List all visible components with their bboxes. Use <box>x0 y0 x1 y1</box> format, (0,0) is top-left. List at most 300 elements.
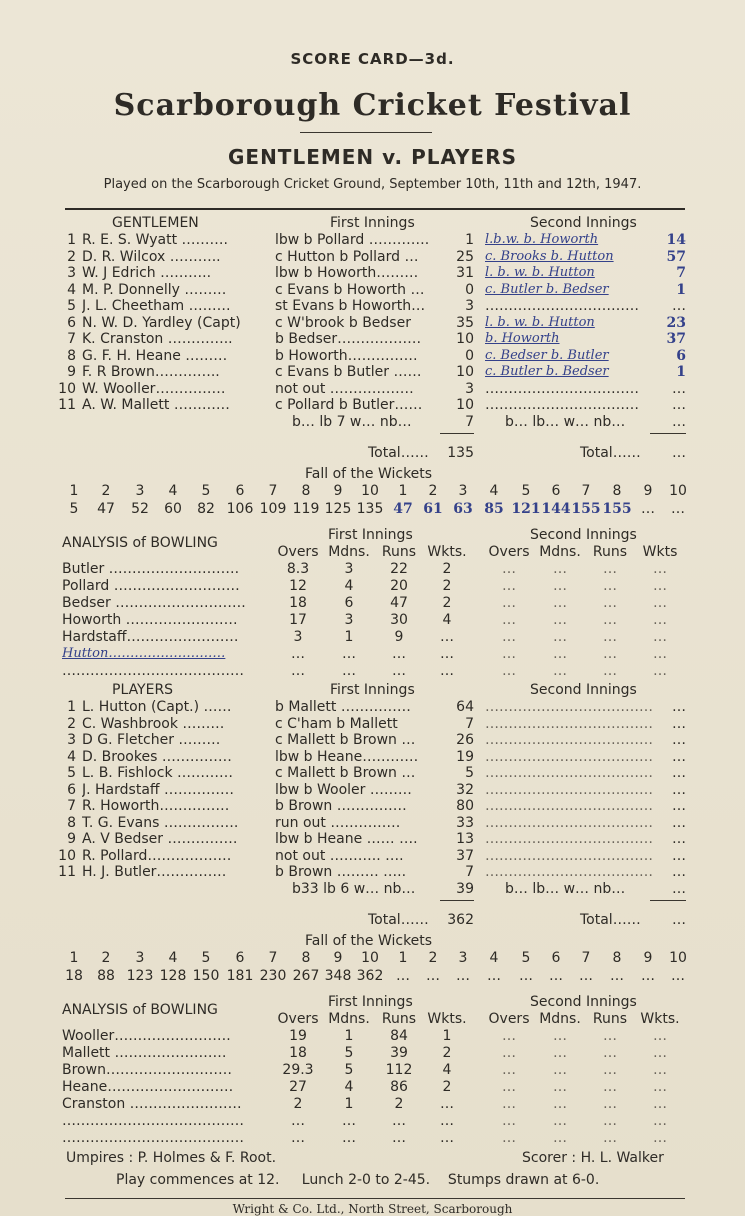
batsman-name: R. E. S. Wyatt ………. <box>82 232 229 248</box>
wicket-number: 3 <box>135 482 145 499</box>
batting-position: 10 <box>58 380 76 397</box>
bowling-figure: 30 <box>390 612 408 628</box>
footer-rule <box>65 1198 685 1199</box>
wicket-number: 6 <box>551 949 561 966</box>
bowler-name: Heane……………………… <box>62 1079 234 1095</box>
bowling-figure-second: … <box>553 1045 567 1061</box>
fall-score-first: 52 <box>131 500 149 517</box>
wicket-number: 5 <box>521 949 531 966</box>
extras-first-value: 39 <box>456 880 474 897</box>
wicket-number: 9 <box>333 482 343 499</box>
runs-second: … <box>672 814 686 831</box>
bowling-figure: 29.3 <box>282 1062 314 1078</box>
dismissal-second: l. b. w. b. Hutton <box>485 314 595 330</box>
runs-first: 25 <box>456 248 474 265</box>
fall-score-first: 109 <box>259 500 287 517</box>
runs-first: 3 <box>465 298 474 314</box>
runs-first: 31 <box>456 265 474 281</box>
bowler-name: Brown……………………… <box>62 1062 232 1078</box>
bowling-figure-second: … <box>502 595 516 611</box>
runs-first: 5 <box>465 765 474 781</box>
bowling-figure: … <box>392 1113 406 1129</box>
batting-position: 8 <box>67 347 76 364</box>
team-heading: PLAYERS <box>112 682 174 698</box>
total-rule <box>440 433 474 434</box>
dismissal-first: lbw b Howorth……… <box>275 265 419 281</box>
dismissal-second: ……………………………… <box>485 831 653 847</box>
bowling-figure: 9 <box>394 629 404 645</box>
bowling-figure: … <box>440 1130 454 1146</box>
printer-line: Wright & Co. Ltd., North Street, Scarborough <box>232 1202 513 1216</box>
runs-first: 37 <box>456 847 474 864</box>
batting-position: 4 <box>67 748 76 765</box>
fall-score-second: 63 <box>453 500 473 517</box>
bowler-name: Hardstaff…………………… <box>62 629 239 645</box>
bowler-name: Wooller……………………. <box>62 1028 231 1044</box>
batsman-name: F. R Brown………….. <box>82 364 220 380</box>
total-first-label: Total…… <box>368 911 429 928</box>
runs-first: 13 <box>456 831 474 847</box>
wicket-number: 1 <box>398 949 408 966</box>
dismissal-second: ……………………………… <box>485 765 653 781</box>
bowling-figure: 47 <box>390 595 408 611</box>
extras-second-value: … <box>672 880 686 897</box>
runs-second: … <box>672 732 686 748</box>
total-rule <box>650 900 686 901</box>
runs-first: 10 <box>456 331 474 347</box>
runs-first: 7 <box>465 864 474 880</box>
bowling-figure-second: … <box>603 578 617 594</box>
bowling-figure: 6 <box>344 595 354 611</box>
dismissal-second: ……………………………… <box>485 847 653 864</box>
bowling-figure: 2 <box>293 1096 303 1112</box>
dismissal-first: c Evans b Butler …… <box>275 364 422 380</box>
bowling-figure-second: … <box>502 629 516 645</box>
bowling-figure: … <box>342 663 356 679</box>
runs-second: … <box>672 847 686 864</box>
bowler-name: Bedser ………………………. <box>62 595 246 611</box>
runs-second: 57 <box>666 248 686 265</box>
bowling-figure-second: … <box>653 595 667 611</box>
fall-score-first: 47 <box>97 500 115 517</box>
dismissal-first: c Pollard b Butler…… <box>275 397 423 413</box>
wicket-number: 3 <box>458 949 468 966</box>
bowling-figure: 1 <box>344 629 354 645</box>
bowling-figure-second: … <box>653 1062 667 1078</box>
runs-first: 0 <box>465 347 474 364</box>
batting-position: 2 <box>67 715 76 732</box>
bowling-figure: 4 <box>344 1079 354 1095</box>
total-second: … <box>672 444 686 461</box>
bowling-figure: 1 <box>344 1028 354 1044</box>
wicket-number: 1 <box>69 949 79 966</box>
wicket-number: 10 <box>361 482 379 499</box>
dismissal-first: b Brown …………… <box>275 798 407 814</box>
bowling-figure-second: … <box>502 646 516 662</box>
bowling-figure: … <box>392 663 406 679</box>
bowling-figure-second: … <box>603 1130 617 1146</box>
bowling-figure: 2 <box>442 561 452 577</box>
fall-score-first: 106 <box>226 500 254 517</box>
times-line: Play commences at 12. Lunch 2-0 to 2-45. Stumps drawn at 6-0. <box>116 1172 600 1188</box>
bowling-figure: 1 <box>344 1096 354 1112</box>
dismissal-second: l.b.w. b. Howorth <box>485 232 599 247</box>
wicket-number: 6 <box>235 949 245 966</box>
bowling-figure-second: … <box>603 1045 617 1061</box>
batsman-name: W. Wooller…………… <box>82 380 226 397</box>
bowling-figure: 2 <box>442 1079 452 1095</box>
runs-second: … <box>672 748 686 765</box>
bowling-figure: 5 <box>344 1045 354 1061</box>
fall-score-first: 82 <box>197 500 215 517</box>
bowling-figure: 84 <box>390 1028 408 1044</box>
wicket-number: 4 <box>168 949 178 966</box>
bowler-name: Howorth …………………… <box>62 612 238 628</box>
wicket-number: 2 <box>428 949 438 966</box>
bowler-name: Cranston …………………… <box>62 1096 242 1112</box>
runs-second: … <box>672 397 686 413</box>
runs-second: … <box>672 699 686 715</box>
dismissal-first: c Evans b Howorth … <box>275 281 425 298</box>
first-innings-heading: First Innings <box>328 527 413 543</box>
dismissal-second: b. Howorth <box>485 331 560 346</box>
bowling-figure-second: … <box>502 1113 516 1129</box>
batting-position: 10 <box>58 847 76 864</box>
wicket-number: 7 <box>268 482 278 499</box>
extras-second-value: … <box>672 413 686 430</box>
wicket-number: 3 <box>458 482 468 499</box>
runs-second: … <box>672 765 686 781</box>
bowling-figure: 27 <box>289 1079 307 1095</box>
bowling-figure: 4 <box>344 578 354 594</box>
extras-second: b… lb… w… nb… <box>505 880 626 897</box>
batting-position: 9 <box>67 831 76 847</box>
total-rule <box>650 433 686 434</box>
dismissal-second: ……………………………… <box>485 748 653 765</box>
runs-second: 1 <box>676 281 686 298</box>
batsman-name: K. Cranston ………….. <box>82 331 233 347</box>
bowling-figure-second: … <box>653 612 667 628</box>
bowling-figure: 3 <box>293 629 303 645</box>
column-header: Runs <box>381 544 417 560</box>
bowling-figure-second: … <box>603 646 617 662</box>
bowling-figure: 2 <box>442 1045 452 1061</box>
header-rule <box>65 208 685 210</box>
runs-second: 23 <box>666 314 686 331</box>
bowling-figure-second: … <box>502 663 516 679</box>
batting-position: 6 <box>67 781 76 798</box>
bowling-figure: … <box>440 663 454 679</box>
runs-first: 3 <box>465 380 474 397</box>
bowling-figure: 3 <box>344 561 354 577</box>
first-innings-heading: First Innings <box>330 215 415 231</box>
dismissal-first: lbw b Heane …… …. <box>275 831 418 847</box>
batsman-name: N. W. D. Yardley (Capt) <box>82 314 241 331</box>
dismissal-first: c Mallett b Brown … <box>275 732 416 748</box>
fall-score-second: … <box>579 967 593 984</box>
wicket-number: 8 <box>301 949 311 966</box>
fall-score-second: … <box>487 967 501 984</box>
bowling-figure: … <box>440 1113 454 1129</box>
wicket-number: 1 <box>398 482 408 499</box>
runs-second: 7 <box>676 265 686 281</box>
bowler-name: ………………………………… <box>62 1113 244 1129</box>
first-innings-heading: First Innings <box>330 682 415 698</box>
fall-score-second: … <box>456 967 470 984</box>
dismissal-second: ……………………………… <box>485 781 653 798</box>
fall-score-second: 121 <box>511 500 541 517</box>
runs-second: … <box>672 864 686 880</box>
bowling-figure-second: … <box>653 1113 667 1129</box>
bowling-title: ANALYSIS of BOWLING <box>62 1002 218 1018</box>
total-first: 135 <box>447 444 474 461</box>
wicket-number: 6 <box>235 482 245 499</box>
bowling-figure-second: … <box>603 612 617 628</box>
bowling-figure: 4 <box>442 612 452 628</box>
wicket-number: 3 <box>135 949 145 966</box>
fall-score-first: 128 <box>159 967 187 984</box>
bowler-name: Mallett …………………… <box>62 1045 227 1061</box>
bowling-figure-second: … <box>553 595 567 611</box>
bowling-figure-second: … <box>603 663 617 679</box>
wicket-number: 9 <box>643 949 653 966</box>
bowling-figure-second: … <box>553 561 567 577</box>
wicket-number: 7 <box>581 949 591 966</box>
column-header: Overs <box>488 544 530 560</box>
bowling-figure: 86 <box>390 1079 408 1095</box>
runs-second: … <box>672 298 686 314</box>
fall-score-first: 60 <box>164 500 182 517</box>
fall-score-second: 47 <box>393 500 413 517</box>
bowling-figure: 18 <box>289 1045 307 1061</box>
bowling-figure: … <box>342 1130 356 1146</box>
batting-position: 4 <box>67 281 76 298</box>
bowling-figure-second: … <box>553 612 567 628</box>
batting-position: 8 <box>67 814 76 831</box>
fall-score-second: … <box>610 967 624 984</box>
total-second: … <box>672 911 686 928</box>
runs-first: 64 <box>456 699 474 715</box>
bowling-figure-second: … <box>553 1130 567 1146</box>
bowling-figure-second: … <box>502 1130 516 1146</box>
dismissal-first: lbw b Wooler ……… <box>275 781 412 798</box>
fall-score-second: 61 <box>423 500 443 517</box>
wicket-number: 10 <box>669 949 687 966</box>
fall-score-second: 144 <box>541 500 571 517</box>
batting-position: 11 <box>58 397 76 413</box>
batsman-name: R. Howorth…………… <box>82 798 230 814</box>
runs-second: 14 <box>666 232 686 248</box>
batsman-name: D. Brookes …………… <box>82 748 232 765</box>
batting-position: 1 <box>67 699 76 715</box>
wicket-number: 10 <box>361 949 379 966</box>
batting-position: 11 <box>58 864 76 880</box>
wicket-number: 5 <box>521 482 531 499</box>
batsman-name: D. R. Wilcox ……….. <box>82 248 221 265</box>
runs-first: 35 <box>456 314 474 331</box>
runs-first: 7 <box>465 715 474 732</box>
column-header: Overs <box>488 1011 530 1027</box>
runs-first: 10 <box>456 364 474 380</box>
wicket-number: 8 <box>301 482 311 499</box>
dismissal-first: c C'ham b Mallett <box>275 715 398 732</box>
bowling-figure-second: … <box>553 1096 567 1112</box>
bowling-figure: 3 <box>344 612 354 628</box>
bowling-figure-second: … <box>653 629 667 645</box>
bowling-figure-second: … <box>502 1045 516 1061</box>
bowler-name: ………………………………… <box>62 1130 244 1146</box>
bowling-figure-second: … <box>603 1096 617 1112</box>
wicket-number: 2 <box>101 482 111 499</box>
runs-second: 37 <box>666 331 686 347</box>
bowling-figure: 4 <box>442 1062 452 1078</box>
bowling-figure: … <box>392 646 406 662</box>
fall-score-second: 155 <box>602 500 632 517</box>
extras-first: b33 lb 6 w… nb… <box>292 880 416 897</box>
wicket-number: 1 <box>69 482 79 499</box>
bowling-figure: … <box>440 646 454 662</box>
bowling-figure-second: … <box>653 1045 667 1061</box>
fall-score-first: 5 <box>69 500 79 517</box>
column-header: Runs <box>592 544 628 560</box>
batsman-name: M. P. Donnelly ……… <box>82 281 227 298</box>
fall-score-second: … <box>671 967 685 984</box>
batsman-name: R. Pollard……………… <box>82 847 232 864</box>
bowling-figure-second: … <box>603 1062 617 1078</box>
batting-position: 6 <box>67 314 76 331</box>
bowling-figure: 19 <box>289 1028 307 1044</box>
bowling-figure: … <box>392 1130 406 1146</box>
bowling-figure: 12 <box>289 578 307 594</box>
bowling-figure: 39 <box>390 1045 408 1061</box>
total-second-label: Total…… <box>580 444 641 461</box>
bowler-name: ………………………………… <box>62 663 244 679</box>
wicket-number: 9 <box>643 482 653 499</box>
dismissal-second: c. Butler b. Bedser <box>485 364 609 379</box>
wicket-number: 4 <box>489 949 499 966</box>
runs-second: 6 <box>676 347 686 364</box>
runs-second: … <box>672 798 686 814</box>
bowling-figure: 20 <box>390 578 408 594</box>
fall-score-second: 155 <box>571 500 601 517</box>
batting-position: 1 <box>67 232 76 248</box>
runs-second: … <box>672 781 686 798</box>
batting-position: 2 <box>67 248 76 265</box>
team-heading: GENTLEMEN <box>112 215 199 231</box>
wicket-number: 9 <box>333 949 343 966</box>
fall-score-second: … <box>641 967 655 984</box>
batting-position: 5 <box>67 298 76 314</box>
runs-second: … <box>672 715 686 732</box>
dismissal-first: st Evans b Howorth… <box>275 298 426 314</box>
bowling-title: ANALYSIS of BOWLING <box>62 535 218 551</box>
batsman-name: T. G. Evans ……………. <box>82 814 239 831</box>
column-header: Overs <box>277 544 319 560</box>
bowling-figure: 17 <box>289 612 307 628</box>
batsman-name: J. Hardstaff …………… <box>82 781 234 798</box>
bowling-figure-second: … <box>553 646 567 662</box>
price-label: SCORE CARD—3d. <box>290 50 455 68</box>
column-header: Overs <box>277 1011 319 1027</box>
column-header: Wkts. <box>640 1011 680 1027</box>
bowler-name: Pollard ……………………… <box>62 578 240 594</box>
bowling-figure: 8.3 <box>286 561 310 577</box>
wicket-number: 2 <box>428 482 438 499</box>
bowling-figure-second: … <box>603 595 617 611</box>
dismissal-first: not out ……….. …. <box>275 847 404 864</box>
dismissal-second: …………………………… <box>485 298 639 314</box>
bowler-name: Hutton……………………… <box>62 646 226 661</box>
batsman-name: H. J. Butler…………… <box>82 864 227 880</box>
bowling-figure-second: … <box>603 1113 617 1129</box>
batting-position: 5 <box>67 765 76 781</box>
bowling-figure: … <box>440 629 454 645</box>
fall-score-first: 150 <box>192 967 220 984</box>
wicket-number: 8 <box>612 482 622 499</box>
wicket-number: 7 <box>268 949 278 966</box>
bowling-figure: 1 <box>442 1028 452 1044</box>
fall-score-first: 88 <box>97 967 115 984</box>
batting-position: 3 <box>67 732 76 748</box>
second-innings-heading: Second Innings <box>530 682 637 698</box>
dismissal-second: c. Butler b. Bedser <box>485 281 609 297</box>
batsman-name: G. F. H. Heane ……… <box>82 347 228 364</box>
bowling-figure: … <box>342 646 356 662</box>
dismissal-second: ……………………………… <box>485 732 653 748</box>
fall-score-first: 181 <box>226 967 254 984</box>
batsman-name: A. V Bedser …………… <box>82 831 238 847</box>
runs-first: 0 <box>465 281 474 298</box>
total-rule <box>440 900 474 901</box>
bowling-figure-second: … <box>653 1096 667 1112</box>
fall-score-second: … <box>671 500 685 517</box>
runs-first: 80 <box>456 798 474 814</box>
total-second-label: Total…… <box>580 911 641 928</box>
fall-score-first: 230 <box>259 967 287 984</box>
bowling-figure-second: … <box>553 1079 567 1095</box>
bowling-figure-second: … <box>653 1028 667 1044</box>
bowling-figure-second: … <box>502 1028 516 1044</box>
column-header: Runs <box>381 1011 417 1027</box>
dismissal-second: …………………………… <box>485 397 639 413</box>
fall-score-first: 362 <box>356 967 384 984</box>
dismissal-second: ……………………………… <box>485 814 653 831</box>
batting-position: 3 <box>67 265 76 281</box>
batting-position: 9 <box>67 364 76 380</box>
extras-second: b… lb… w… nb… <box>505 413 626 430</box>
bowling-figure-second: … <box>502 1079 516 1095</box>
bowling-figure-second: … <box>603 561 617 577</box>
bowling-figure: 18 <box>289 595 307 611</box>
fall-score-second: 85 <box>484 500 504 517</box>
dismissal-first: run out …………… <box>275 814 401 831</box>
fall-score-first: 348 <box>324 967 352 984</box>
bowling-figure-second: … <box>603 1079 617 1095</box>
bowling-figure-second: … <box>502 1062 516 1078</box>
fall-score-second: … <box>426 967 440 984</box>
title-rule <box>300 132 432 133</box>
column-header: Mdns. <box>328 1011 370 1027</box>
dismissal-first: b Howorth…………… <box>275 347 418 364</box>
runs-first: 26 <box>456 732 474 748</box>
wicket-number: 10 <box>669 482 687 499</box>
bowling-figure: … <box>291 1130 305 1146</box>
bowling-figure-second: … <box>553 1028 567 1044</box>
fall-score-first: 267 <box>292 967 320 984</box>
runs-first: 33 <box>456 814 474 831</box>
venue-line: Played on the Scarborough Cricket Ground, September 10th, 11th and 12th, 1947. <box>103 177 642 192</box>
runs-second: … <box>672 380 686 397</box>
